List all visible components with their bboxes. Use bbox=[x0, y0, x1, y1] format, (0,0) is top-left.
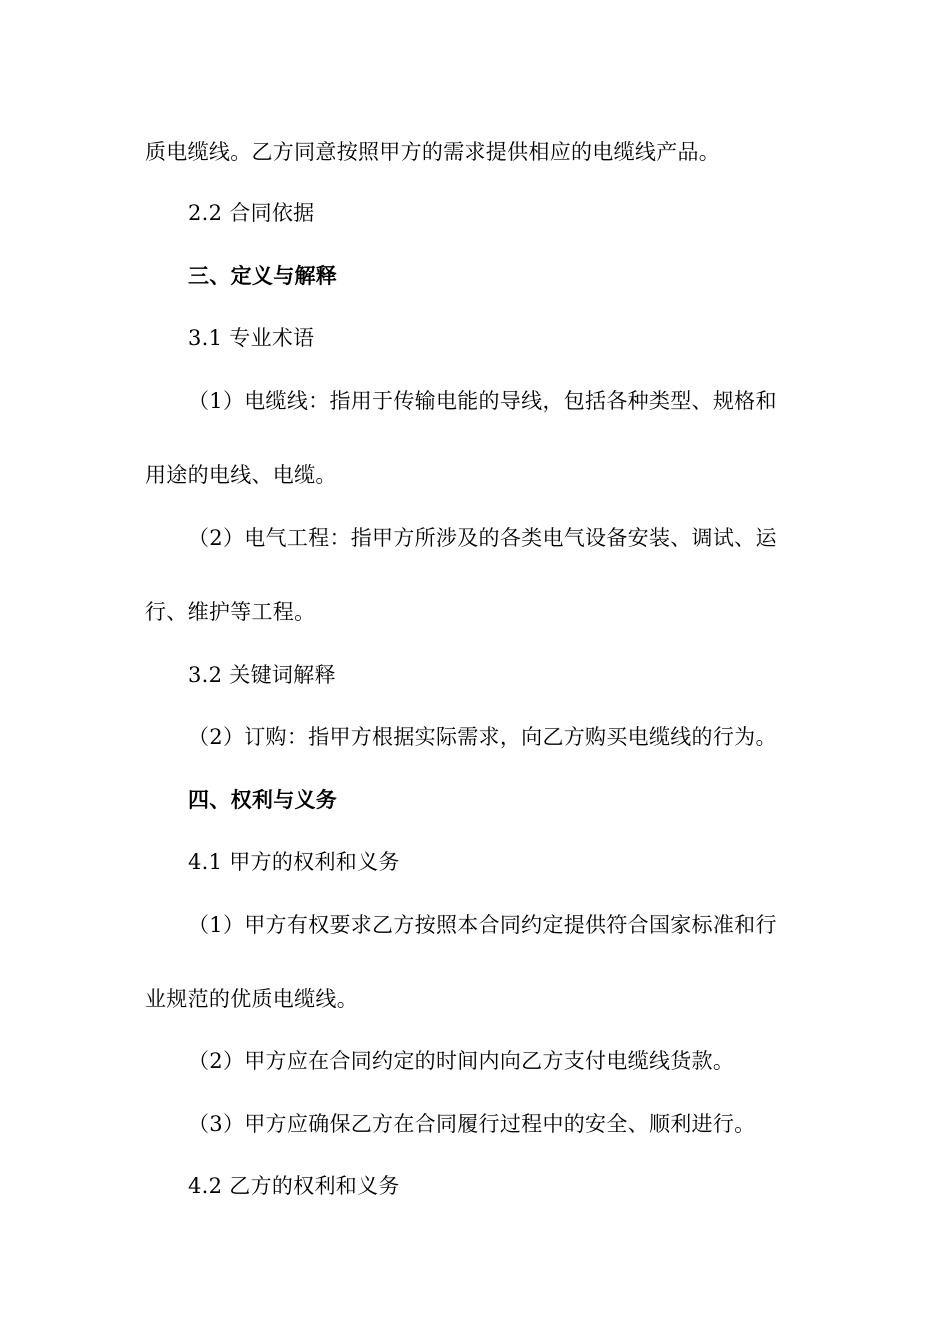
subsection-heading-4-1: 4.1 甲方的权利和义务 bbox=[188, 850, 400, 874]
list-item-party-a-right: （1）甲方有权要求乙方按照本合同约定提供符合国家标准和行 bbox=[188, 913, 777, 937]
list-item-party-a-safety: （3）甲方应确保乙方在合同履行过程中的安全、顺利进行。 bbox=[188, 1112, 756, 1136]
list-item-party-a-right-continued: 业规范的优质电缆线。 bbox=[145, 987, 358, 1011]
list-item-cable-definition: （1）电缆线：指用于传输电能的导线，包括各种类型、规格和 bbox=[188, 389, 777, 413]
subsection-heading-2-2: 2.2 合同依据 bbox=[188, 201, 315, 225]
subsection-heading-4-2: 4.2 乙方的权利和义务 bbox=[188, 1174, 400, 1198]
list-item-ordering-definition: （2）订购：指甲方根据实际需求，向乙方购买电缆线的行为。 bbox=[188, 725, 777, 749]
list-item-electrical-engineering: （2）电气工程：指甲方所涉及的各类电气设备安装、调试、运 bbox=[188, 526, 777, 550]
list-item-cable-definition-continued: 用途的电线、电缆。 bbox=[145, 463, 337, 487]
subsection-heading-3-2: 3.2 关键词解释 bbox=[188, 663, 336, 687]
section-heading-4: 四、权利与义务 bbox=[188, 787, 338, 812]
section-heading-3: 三、定义与解释 bbox=[188, 263, 338, 288]
list-item-party-a-payment: （2）甲方应在合同约定的时间内向乙方支付电缆线货款。 bbox=[188, 1049, 735, 1073]
list-item-electrical-engineering-continued: 行、维护等工程。 bbox=[145, 600, 316, 624]
subsection-heading-3-1: 3.1 专业术语 bbox=[188, 326, 315, 350]
paragraph-continuation: 质电缆线。乙方同意按照甲方的需求提供相应的电缆线产品。 bbox=[145, 140, 721, 164]
